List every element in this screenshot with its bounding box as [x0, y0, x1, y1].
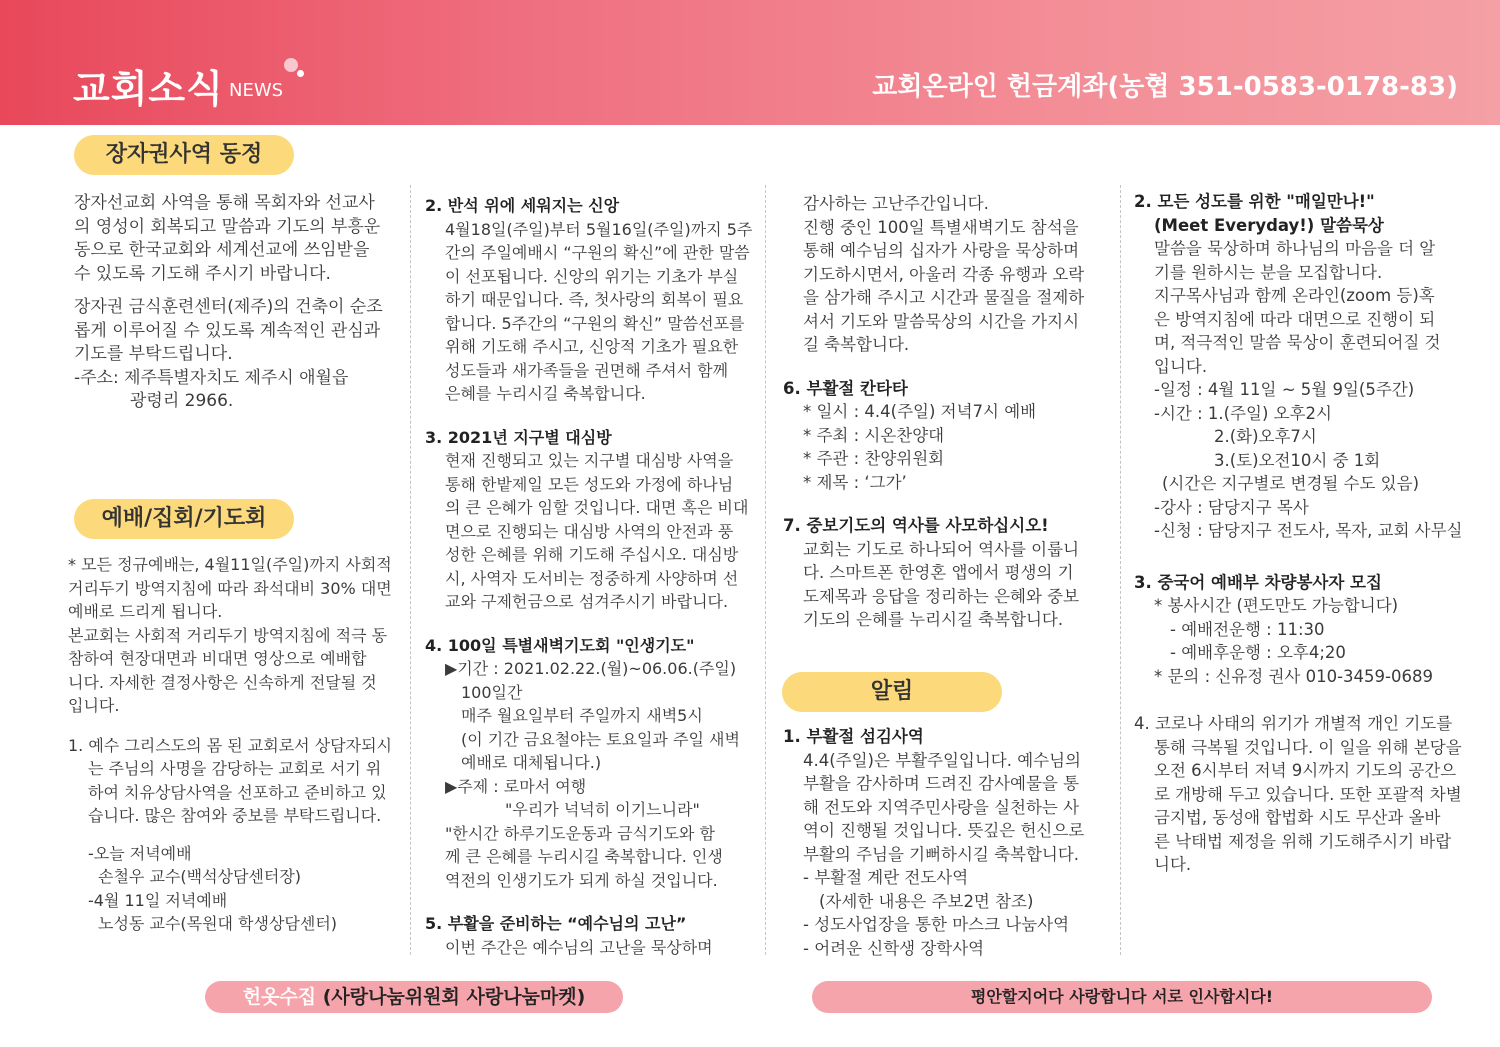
- schedule-line: -4월 11일 저녁예배: [88, 890, 228, 910]
- text-line: 해 전도와 지역주민사랑을 실천하는 사: [803, 797, 1080, 817]
- text-line: -시간 : 1.(주일) 오후2시: [1154, 403, 1332, 423]
- section-title-jangja: 장자권사역 동정: [74, 135, 294, 175]
- text-line: 의 큰 은혜가 임할 것입니다. 대면 혹은 비대: [445, 498, 749, 517]
- text-line: 습니다. 많은 참여와 중보를 부탁드립니다.: [88, 806, 382, 825]
- text-line: -일정 : 4월 11일 ~ 5월 9일(5주간): [1154, 380, 1415, 399]
- text-line: 셔서 기도와 말씀묵상의 시간을 가지시: [803, 311, 1080, 331]
- text-line: 다. 스마트폰 한영혼 앱에서 평생의 기: [803, 563, 1074, 582]
- text-line: 통해 극복될 것입니다. 이 일을 위해 본당을: [1154, 737, 1462, 757]
- text-line: 입니다.: [1154, 356, 1208, 376]
- text-line: * 일시 : 4.4(주일) 저녁7시 예배: [803, 402, 1037, 421]
- text-line: - 예배후운행 : 오후4;20: [1170, 643, 1346, 662]
- text-line: 성도들과 새가족들을 권면해 주셔서 함께: [445, 360, 729, 380]
- item-title: 6. 부활절 칸타타: [783, 378, 908, 398]
- column-2: [425, 194, 760, 959]
- schedule-line: 노성동 교수(목원대 학생상담센터): [98, 914, 338, 933]
- text-line: 니다.: [1154, 855, 1192, 874]
- text-line: 기를 원하시는 분을 모집합니다.: [1154, 262, 1383, 282]
- text-line: 교회는 기도로 하나되어 역사를 이룹니: [803, 539, 1080, 559]
- text-line: 거리두기 방역지침에 따라 좌석대비 30% 대면: [68, 578, 392, 598]
- footer-text: (사랑나눔위원회 사랑나눔마켓): [316, 986, 586, 1008]
- text-line: 기도의 은혜를 누리시길 축복합니다.: [803, 610, 1064, 629]
- text-line: 위해 기도해 주시고, 신앙적 기초가 필요한: [445, 337, 739, 356]
- text-line: 금지법, 동성애 합법화 시도 무산과 올바: [1154, 808, 1441, 827]
- schedule-line: -오늘 저녁예배: [88, 843, 192, 863]
- text-line: 면으로 진행되는 대심방 사역의 안전과 풍: [445, 521, 734, 541]
- section-title-worship: 예배/집회/기도회: [74, 499, 294, 539]
- item-title: 7. 중보기도의 역사를 사모하십시오!: [783, 516, 1049, 535]
- text-line: 이번 주간은 예수님의 고난을 묵상하며: [445, 937, 713, 957]
- item-title: 3. 2021년 지구별 대심방: [425, 427, 612, 447]
- text-line: ▶기간 : 2021.02.22.(월)~06.06.(주일): [445, 659, 737, 678]
- item-title: 2. 반석 위에 세워지는 신앙: [425, 196, 620, 215]
- text-line: 2.(화)오후7시: [1214, 427, 1317, 446]
- text-line: 시, 사역자 도서비는 정중하게 사양하며 선: [445, 568, 739, 588]
- column-4: [1134, 190, 1484, 877]
- decorative-dot-small-icon: [297, 70, 304, 77]
- text-line: 이 선포됩니다. 신앙의 위기는 기초가 부실: [445, 266, 739, 286]
- text-line: 예배로 드리게 됩니다.: [68, 602, 223, 621]
- text-line: - 부활절 계란 전도사역: [803, 868, 969, 887]
- text-line: 기도하시면서, 아울러 각종 유행과 오락: [803, 264, 1085, 284]
- address-line: 광령리 2966.: [130, 391, 234, 411]
- item-title: (Meet Everyday!) 말씀묵상: [1154, 215, 1384, 235]
- text-line: ▶주제 : 로마서 여행: [445, 776, 587, 796]
- text-line: 로 개방해 두고 있습니다. 또한 포괄적 차별: [1154, 784, 1462, 804]
- text-line: 입니다.: [68, 696, 120, 715]
- text-line: - 성도사업장을 통한 마스크 나눔사역: [803, 915, 1070, 934]
- text-line: 께 큰 은혜를 누리시길 축복합니다. 인생: [445, 847, 723, 866]
- column-1-worship: [68, 553, 404, 936]
- column-3-notice: [783, 725, 1118, 960]
- text-line: 은혜를 누리시길 축복합니다.: [445, 384, 646, 403]
- text-line: 장자선교회 사역을 통해 목회자와 선교사: [74, 193, 375, 213]
- section-title-notice: 알림: [782, 672, 1002, 712]
- text-line: 롭게 이루어질 수 있도록 계속적인 관심과: [74, 320, 381, 341]
- text-line: * 제목 : ‘그가’: [803, 472, 907, 492]
- text-line: 니다. 자세한 결정사항은 신속하게 전달될 것: [68, 672, 377, 692]
- text-line: 역전의 인생기도가 되게 하실 것입니다.: [445, 870, 718, 890]
- text-line: -신청 : 담당지구 전도사, 목자, 교회 사무실: [1154, 521, 1463, 540]
- text-line: 4.4(주일)은 부활주일입니다. 예수님의: [803, 750, 1081, 770]
- text-line: 3.(토)오전10시 중 1회: [1214, 450, 1381, 470]
- text-line: 도제목과 응답을 정리하는 은혜와 중보: [803, 586, 1080, 606]
- text-line: 4. 코로나 사태의 위기가 개별적 개인 기도를: [1134, 714, 1453, 733]
- item-title: 1. 부활절 섬김사역: [783, 727, 924, 746]
- text-line: 지구목사님과 함께 온라인(zoom 등)혹: [1154, 286, 1435, 305]
- page-title: 교회소식: [73, 67, 224, 111]
- text-line: 장자권 금식훈련센터(제주)의 건축이 순조: [74, 297, 383, 317]
- text-line: 역이 진행될 것입니다. 뜻깊은 헌신으로: [803, 821, 1085, 840]
- text-line: * 주관 : 찬양위원회: [803, 449, 945, 468]
- text-line: -강사 : 담당지구 목사: [1154, 497, 1309, 517]
- column-divider: [1120, 185, 1121, 955]
- footer-greeting-text: 평안할지어다 사랑합니다 서로 인사합시다!: [970, 987, 1274, 1006]
- text-line: 하기 때문입니다. 즉, 첫사랑의 회복이 필요: [445, 290, 744, 309]
- text-line: 은 방역지침에 따라 대면으로 진행이 되: [1154, 309, 1436, 329]
- text-line: 성한 은혜를 위해 기도해 주십시오. 대심방: [445, 545, 739, 564]
- text-line: 수 있도록 기도해 주시기 바랍니다.: [74, 263, 331, 284]
- address-line: -주소: 제주특별자치도 제주시 애월읍: [74, 367, 349, 388]
- text-line: 통해 예수님의 십자가 사랑을 묵상하며: [803, 241, 1080, 260]
- text-line: "우리가 넉넉히 이기느니라": [505, 800, 700, 819]
- text-line: 부활의 주님을 기뻐하시길 축복합니다.: [803, 844, 1080, 864]
- column-divider: [410, 185, 411, 955]
- text-line: 기도를 부탁드립니다.: [74, 344, 233, 364]
- text-line: - 예배전운행 : 11:30: [1170, 619, 1325, 639]
- item-title: 4. 100일 특별새벽기도회 "인생기도": [425, 635, 695, 655]
- text-line: 진행 중인 100일 특별새벽기도 참석을: [803, 217, 1079, 237]
- text-line: 간의 주일예배시 “구원의 확신”에 관한 말씀: [445, 243, 750, 262]
- text-line: 참하여 현장대면과 비대면 영상으로 예배합: [68, 649, 367, 668]
- text-line: 는 주님의 사명을 감당하는 교회로 서기 위: [88, 759, 382, 778]
- text-line: 교와 구제헌금으로 섬겨주시기 바랍니다.: [445, 592, 729, 611]
- schedule-line: 손철우 교수(백석상담센터장): [98, 867, 302, 886]
- item-title: 2. 모든 성도를 위한 "매일만나!": [1134, 192, 1375, 211]
- header-banner: [0, 0, 1500, 125]
- column-1: [74, 192, 404, 414]
- text-line: * 문의 : 신유정 권사 010-3459-0689: [1154, 666, 1433, 686]
- text-line: 하여 치유상담사역을 선포하고 준비하고 있: [88, 782, 387, 802]
- text-line: (시간은 지구별로 변경될 수도 있음): [1162, 474, 1419, 493]
- text-line: 길 축복합니다.: [803, 335, 910, 354]
- text-line: 합니다. 5주간의 “구원의 확신” 말씀선포를: [445, 313, 745, 333]
- text-line: 100일간: [461, 682, 523, 702]
- text-line: (이 기간 금요철야는 토요일과 주일 새벽: [461, 729, 740, 749]
- text-line: "한시간 하루기도운동과 금식기도와 함: [445, 823, 715, 843]
- text-line: * 모든 정규예배는, 4월11일(주일)까지 사회적: [68, 555, 392, 574]
- text-line: - 어려운 신학생 장학사역: [803, 938, 985, 958]
- text-line: 4월18일(주일)부터 5월16일(주일)까지 5주: [445, 219, 753, 239]
- text-line: 부활을 감사하며 드려진 감사예물을 통: [803, 774, 1080, 793]
- footer-highlight: 헌옷수집: [242, 986, 317, 1008]
- text-line: 매주 월요일부터 주일까지 새벽5시: [461, 706, 703, 725]
- text-line: 감사하는 고난주간입니다.: [803, 194, 989, 213]
- text-line: 동으로 한국교회와 세계선교에 쓰임받을: [74, 240, 370, 260]
- text-line: 을 삼가해 주시고 시간과 물질을 절제하: [803, 288, 1085, 307]
- text-line: * 주최 : 시온찬양대: [803, 425, 945, 445]
- text-line: 며, 적극적인 말씀 묵상이 훈련되어질 것: [1154, 333, 1441, 352]
- decorative-dot-icon: [284, 58, 298, 72]
- text-line: 본교회는 사회적 거리두기 방역지침에 적극 동: [68, 625, 388, 645]
- offering-account: 교회온라인 헌금계좌(농협 351-0583-0178-83): [872, 72, 1458, 102]
- text-line: (자세한 내용은 주보2면 참조): [819, 891, 1034, 911]
- text-line: 의 영성이 회복되고 말씀과 기도의 부흥운: [74, 216, 381, 237]
- text-line: 현재 진행되고 있는 지구별 대심방 사역을: [445, 451, 734, 470]
- text-line: 말씀을 묵상하며 하나님의 마음을 더 알: [1154, 239, 1436, 258]
- footer-clothes-collection: [205, 981, 623, 1013]
- text-line: 른 낙태법 제정을 위해 기도해주시기 바랍: [1154, 831, 1452, 851]
- footer-greeting: [812, 981, 1432, 1013]
- item-title: 5. 부활을 준비하는 “예수님의 고난”: [425, 914, 687, 933]
- column-divider: [765, 185, 766, 955]
- text-line: * 봉사시간 (편도만도 가능합니다): [1154, 596, 1399, 615]
- text-line: 통해 한밭제일 모든 성도와 가정에 하나님: [445, 474, 734, 494]
- text-line: 1. 예수 그리스도의 몸 된 교회로서 상담자되시: [68, 735, 392, 755]
- column-3: [783, 192, 1118, 632]
- page-subtitle: NEWS: [229, 80, 284, 101]
- item-title: 3. 중국어 예배부 차량봉사자 모집: [1134, 572, 1382, 592]
- text-line: 예배로 대체됩니다.): [461, 753, 602, 772]
- text-line: 오전 6시부터 저녁 9시까지 기도의 공간으: [1154, 761, 1457, 780]
